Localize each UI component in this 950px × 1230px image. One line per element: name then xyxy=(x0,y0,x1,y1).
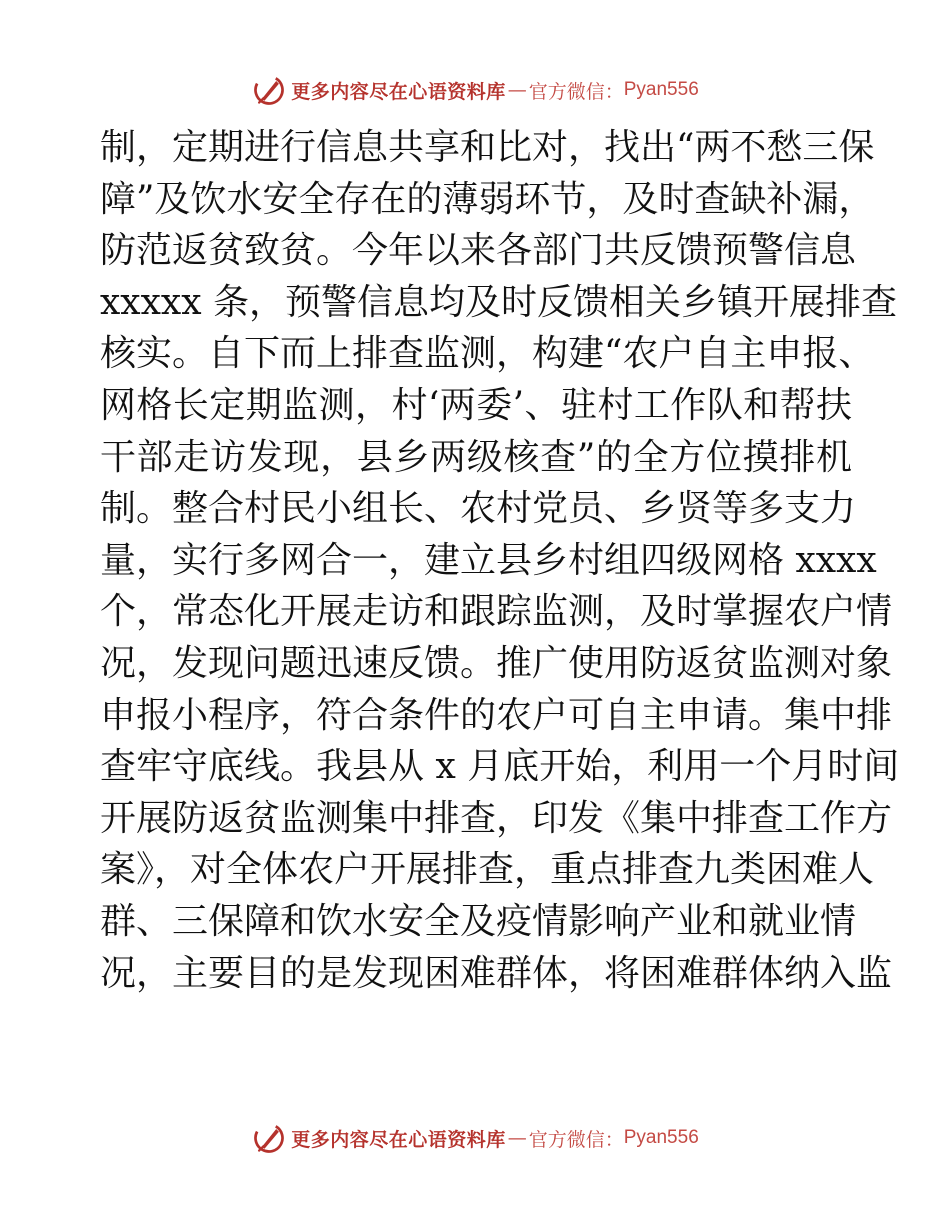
text-line: 网格长定期监测，村‘两委’、驻村工作队和帮扶 xyxy=(100,384,852,426)
footer-banner xyxy=(0,1116,950,1160)
quill-logo-icon xyxy=(251,1120,287,1156)
text-line: 个，常态化开展走访和跟踪监测，及时掌握农户情 xyxy=(100,591,893,633)
text-line: 干部走访发现，县乡两级核查”的全方位摸排机 xyxy=(100,436,852,478)
text-line: 案》，对全体农户开展排查，重点排查九类困难人 xyxy=(100,849,875,891)
text-line: 防范返贫致贫。今年以来各部门共反馈预警信息 xyxy=(100,230,857,272)
text-line: 量，实行多网合一，建立县乡村组四级网格 xxxx xyxy=(100,539,877,581)
body-paragraph xyxy=(100,122,900,999)
banner-dash: — xyxy=(507,79,527,101)
text-line: 开展防返贫监测集中排查，印发《集中排查工作方 xyxy=(100,797,893,839)
text-line: 障”及饮水安全存在的薄弱环节，及时查缺补漏， xyxy=(100,178,875,220)
text-line: xxxxx 条，预警信息均及时反馈相关乡镇开展排查 xyxy=(100,281,897,323)
banner-dash: — xyxy=(507,1127,527,1149)
header-banner xyxy=(0,68,950,112)
banner-main-text: 更多内容尽在心语资料库 xyxy=(291,80,506,103)
banner-wechat-label: 官方微信： xyxy=(528,80,624,103)
text-line: 况，发现问题迅速反馈。推广使用防返贫监测对象 xyxy=(100,642,893,684)
text-line: 申报小程序，符合条件的农户可自主申请。集中排 xyxy=(100,694,893,736)
text-line: 查牢守底线。我县从 x 月底开始，利用一个月时间 xyxy=(100,746,900,788)
text-line: 群、三保障和饮水安全及疫情影响产业和就业情 xyxy=(100,900,857,942)
text-line: 制。整合村民小组长、农村党员、乡贤等多支力 xyxy=(100,488,857,530)
banner-wechat-label: 官方微信： xyxy=(528,1128,624,1151)
text-line: 况，主要目的是发现困难群体，将困难群体纳入监 xyxy=(100,952,893,994)
banner-wechat-id: Pyan556 xyxy=(623,1127,699,1148)
text-line: 制，定期进行信息共享和比对，找出“两不愁三保 xyxy=(100,127,875,168)
quill-logo-icon xyxy=(251,72,287,108)
banner-wechat-id: Pyan556 xyxy=(623,79,699,100)
banner-main-text: 更多内容尽在心语资料库 xyxy=(291,1128,506,1151)
text-line: 核实。自下而上排查监测，构建“农户自主申报、 xyxy=(100,333,875,375)
